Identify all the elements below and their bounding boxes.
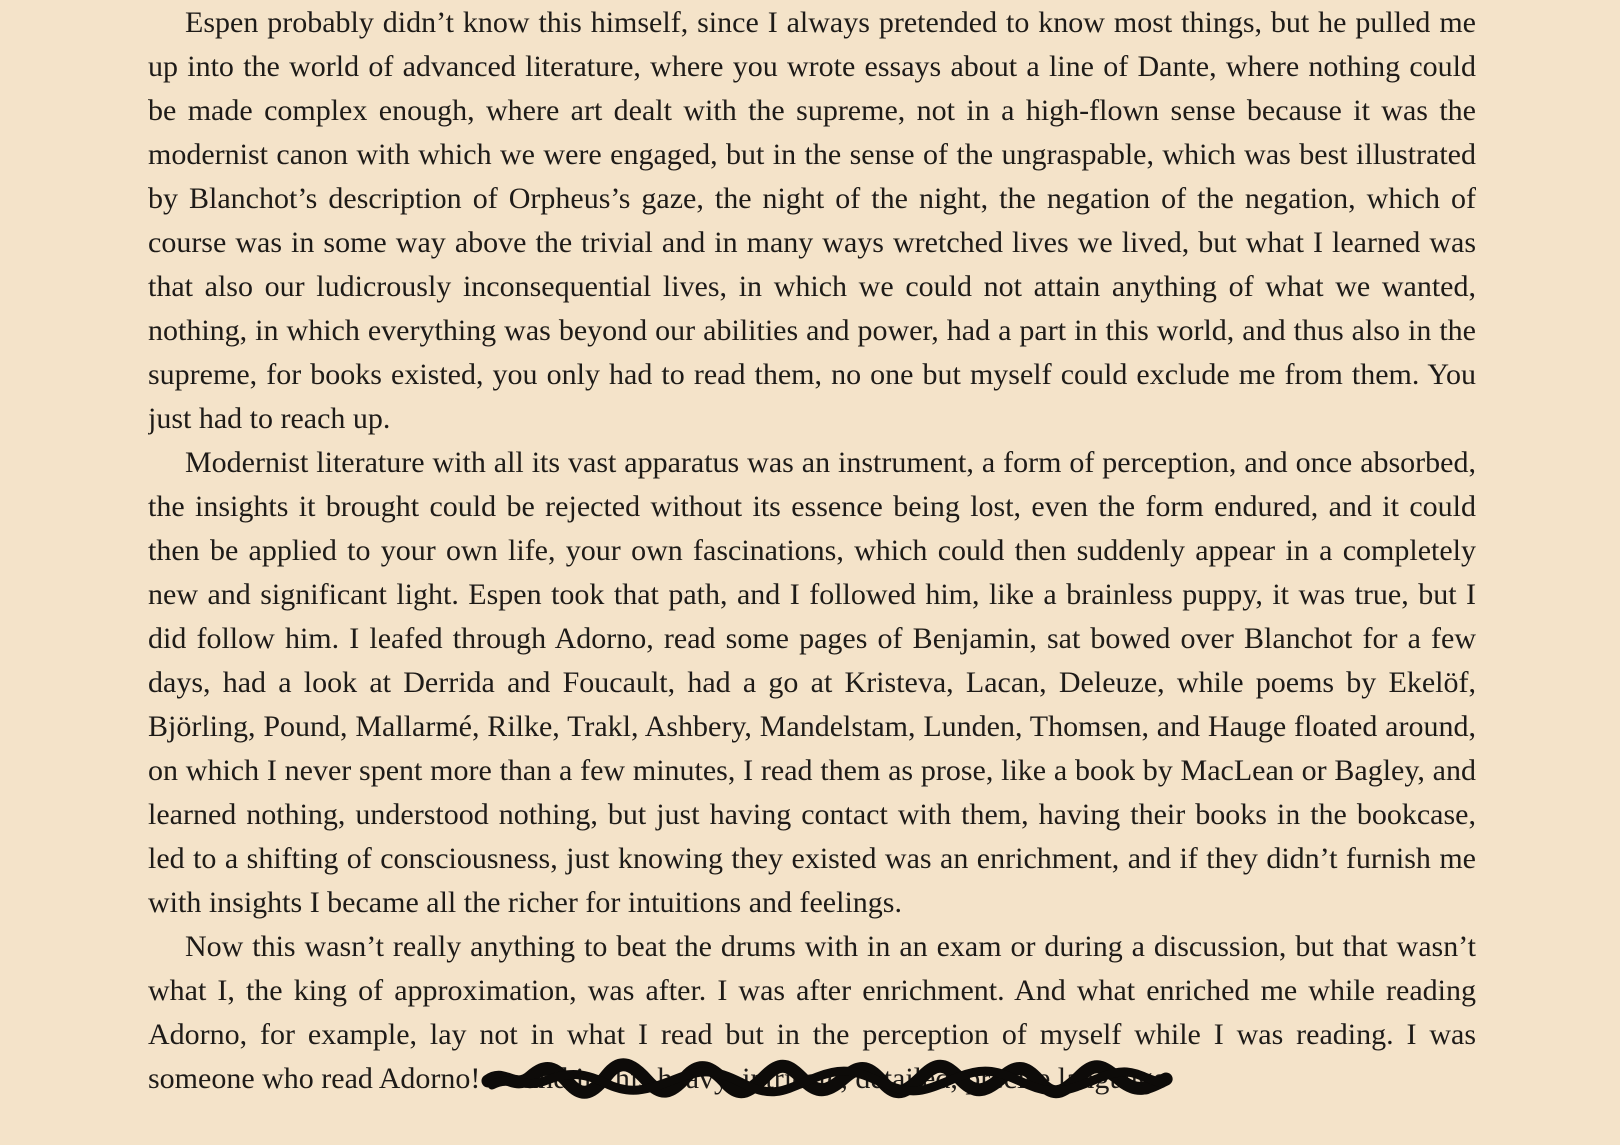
ink-scribble-icon	[484, 1063, 1170, 1093]
text-body	[148, 0, 1476, 1101]
paragraph-3	[148, 925, 1476, 1101]
redacted-phrase	[488, 1057, 1166, 1101]
scribbled-text: and in this heavy, intricate, detailed, precise language	[524, 1062, 1167, 1095]
paragraph-1: Espen probably didn’t know this himself, since I always pretended to know most things, but he pulled me up into the world of advanced literature, where you wrote essays about a line of Dante, where nothing could be made complex enough, where art dealt with the supreme, not in a high-flown sense because it was the modernist canon with which we were engaged, but in the sense of the ungraspable, which was best illustrated by Blanchot’s description of Orpheus’s gaze, the night of the night, the negation of the negation, which of course was in some way above the trivial and in many ways wretched lives we lived, but what I learned was that also our ludicrously inconsequential lives, in which we could not attain anything of what we wanted, nothing, in which everything was beyond our abilities and power, had a part in this world, and thus also in the supreme, for books existed, you only had to read them, no one but myself could exclude me from them. You just had to reach up.	[148, 6, 1476, 435]
book-page	[148, 0, 1476, 1145]
paragraph-3-text: Now this wasn’t really anything to beat the drums with in an exam or during a discussion, but that wasn’t what I, the king of approximation, was after. I was after enrichment. And what enriched me while reading Adorno, for example, lay not in what I read but in the perception of myself while I was reading. I was someone who read Adorno!	[148, 930, 1476, 1095]
paragraph-2: Modernist literature with all its vast apparatus was an instrument, a form of perception, and once absorbed, the insights it brought could be rejected without its essence being lost, even the form endured, and it could then be applied to your own life, your own fascinations, which could then suddenly appear in a completely new and significant light. Espen took that path, and I followed him, like a brainless puppy, it was true, but I did follow him. I leafed through Adorno, read some pages of Benjamin, sat bowed over Blanchot for a few days, had a look at Derrida and Foucault, had a go at Kristeva, Lacan, Deleuze, while poems by Ekelöf, Björling, Pound, Mallarmé, Rilke, Trakl, Ashbery, Mandelstam, Lunden, Thomsen, and Hauge floated around, on which I never spent more than a few minutes, I read them as prose, like a book by MacLean or Bagley, and learned nothing, understood nothing, but just having contact with them, having their books in the bookcase, led to a shifting of consciousness, just knowing they existed was an enrichment, and if they didn’t furnish me with insights I became all the richer for intuitions and feelings.	[148, 446, 1476, 919]
